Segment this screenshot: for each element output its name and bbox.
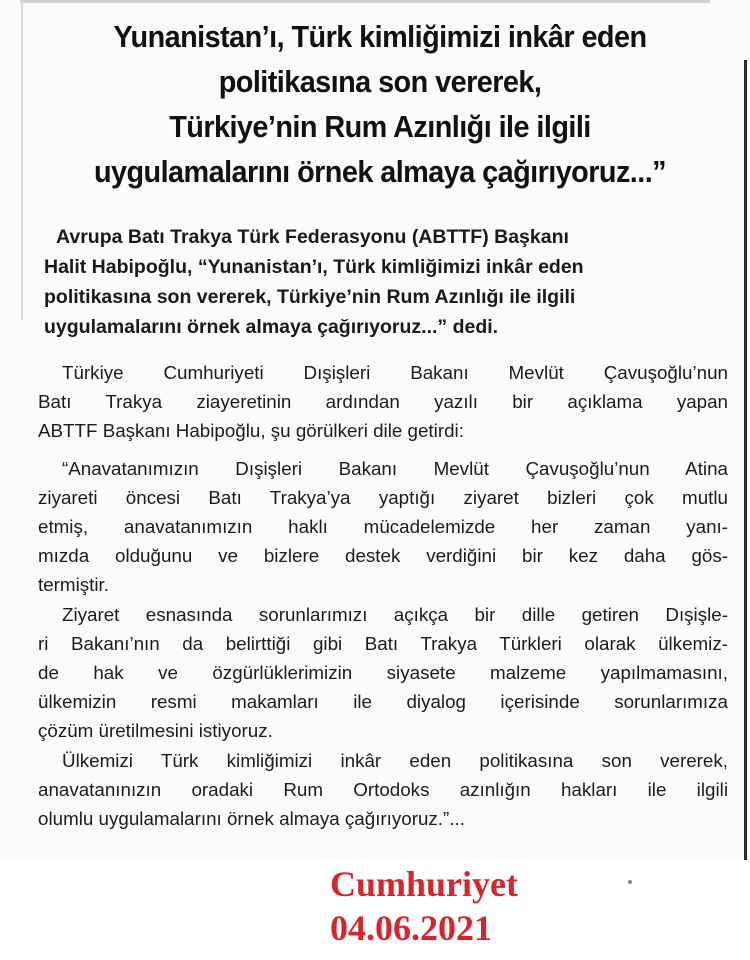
body-line: etmiş, anavatanımızın haklı mücadelemizde her zaman yanı- <box>38 516 728 538</box>
lead-line: uygulamalarını örnek almaya çağırıyoruz...” dedi. <box>44 316 499 338</box>
clipping-left-edge <box>21 0 23 320</box>
body-line: termiştir. <box>38 574 109 596</box>
body-line: de hak ve özgürlüklerimizin siyasete malzeme yapılmamasını, <box>38 662 728 684</box>
source-name: Cumhuriyet <box>330 864 518 904</box>
body-line: ri Bakanı’nın da belirttiği gibi Batı Trakya Türkleri olarak ülkemiz- <box>38 632 728 654</box>
body-line: mızda olduğunu ve bizlere destek verdiğini bir kez daha gös- <box>38 545 728 567</box>
headline-line: uygulamalarını örnek almaya çağırıyoruz...” <box>93 154 667 189</box>
body-line: anavatanınızın oradaki Rum Ortodoks azınlığın hakları ile ilgili <box>38 778 728 800</box>
body-line: Batı Trakya ziayeretinin ardından yazılı bir açıklama yapan <box>38 391 728 413</box>
lead-line: Avrupa Batı Trakya Türk Federasyonu (ABTTF) Başkanı <box>56 226 569 248</box>
article-headline <box>55 14 706 194</box>
headline-line: politikasına son vererek, <box>218 64 542 99</box>
source-date: 04.06.2021 <box>330 908 492 948</box>
source-stamp <box>330 862 590 950</box>
body-line: çözüm üretilmesini istiyoruz. <box>38 720 273 742</box>
headline-line: Yunanistan’ı, Türk kimliğimizi inkâr eden <box>113 19 647 54</box>
body-line: Türkiye Cumhuriyeti Dışişleri Bakanı Mevlüt Çavuşoğlu’nun <box>62 362 728 383</box>
article-lead <box>44 222 724 342</box>
paragraph-1 <box>38 358 728 446</box>
body-line: Ülkemizi Türk kimliğimizi inkâr eden politikasına son vererek, <box>62 749 728 771</box>
speck <box>628 880 632 884</box>
body-line: Ziyaret esnasında sorunlarımızı açıkça bir dille getiren Dışişle- <box>62 603 728 625</box>
paragraph-4 <box>38 746 728 834</box>
lead-line: politikasına son vererek, Türkiye’nin Rum Azınlığı ile ilgili <box>44 286 576 308</box>
headline-line: Türkiye’nin Rum Azınlığı ile ilgili <box>169 109 591 144</box>
body-line: “Anavatanımızın Dışişleri Bakanı Mevlüt Çavuşoğlu’nun Atina <box>62 457 728 479</box>
body-line: ABTTF Başkanı Habipoğlu, şu görülkeri dile getirdi: <box>38 420 464 442</box>
clipping-right-edge <box>744 60 747 860</box>
paragraph-2 <box>38 454 728 600</box>
paragraph-3 <box>38 600 728 746</box>
lead-line: Halit Habipoğlu, “Yunanistan’ı, Türk kimliğimizi inkâr eden <box>44 256 584 278</box>
clipping-top-edge <box>20 0 710 3</box>
body-line: olumlu uygulamalarını örnek almaya çağırıyoruz.”... <box>38 808 465 830</box>
body-line: ülkemizin resmi makamları ile diyalog içerisinde sorunlarımıza <box>38 691 728 713</box>
body-line: ziyareti öncesi Batı Trakya’ya yaptığı ziyaret bizleri çok mutlu <box>38 486 728 508</box>
article-body <box>38 358 728 833</box>
